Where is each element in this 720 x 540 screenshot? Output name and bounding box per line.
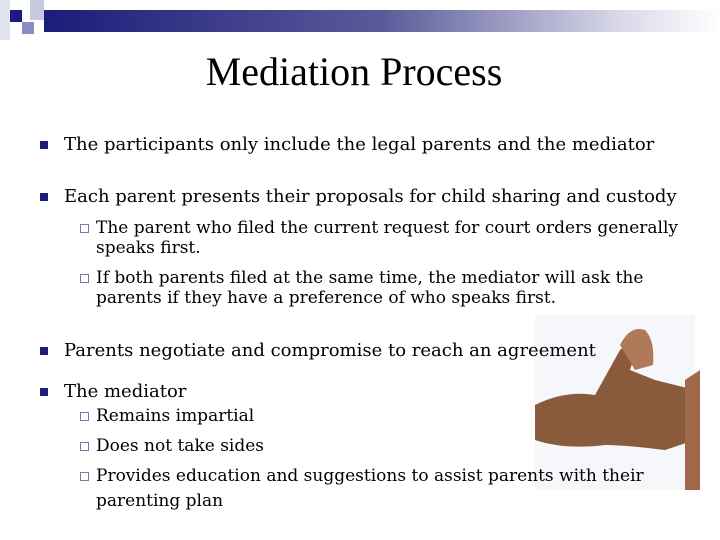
decor-square (30, 0, 44, 20)
hollow-square-bullet-icon (80, 274, 89, 283)
hollow-square-bullet-icon (80, 412, 89, 421)
hollow-square-bullet-icon (80, 224, 89, 233)
square-bullet-icon (40, 347, 48, 355)
hollow-square-bullet-icon (80, 442, 89, 451)
hollow-square-bullet-icon (80, 472, 89, 481)
decor-square (22, 22, 34, 34)
square-bullet-icon (40, 388, 48, 396)
header-gradient-bar (44, 10, 720, 32)
square-bullet-icon (40, 141, 48, 149)
decor-square (10, 10, 22, 22)
slide-title: Mediation Process (205, 49, 503, 94)
decor-square (0, 0, 10, 40)
square-bullet-icon (40, 193, 48, 201)
